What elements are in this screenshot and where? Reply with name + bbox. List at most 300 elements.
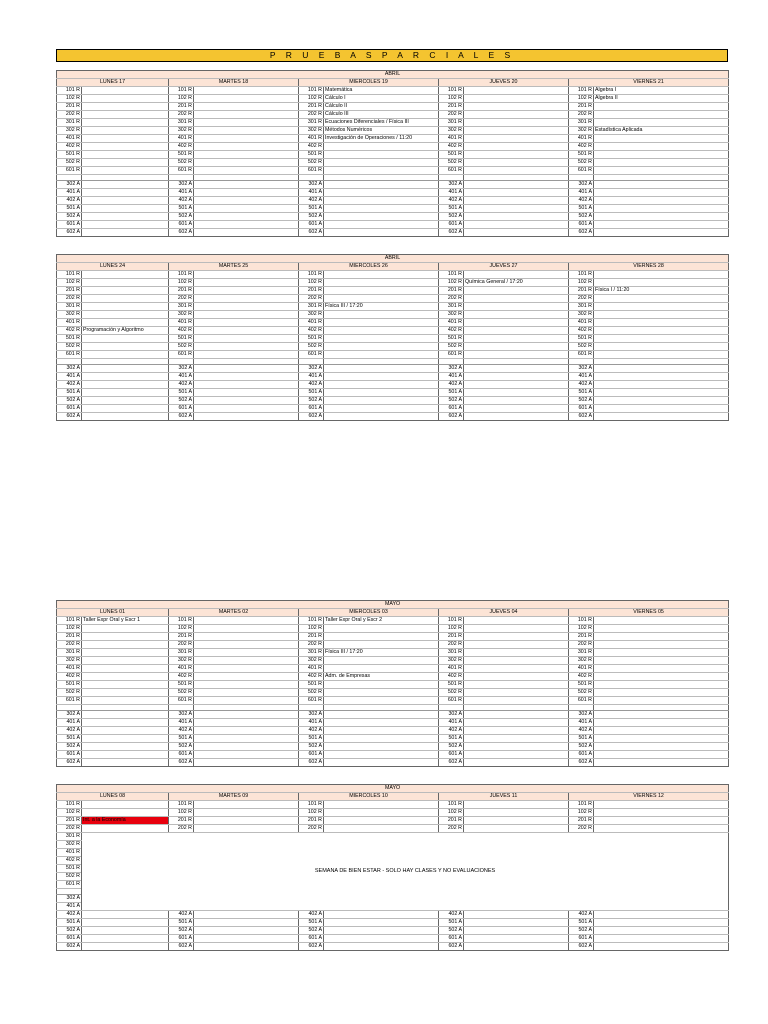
exam-subject <box>194 95 299 103</box>
day-header: MARTES 09 <box>169 793 299 801</box>
exam-subject <box>594 335 729 343</box>
course-code: 201 R <box>569 287 594 295</box>
exam-subject <box>82 641 169 649</box>
course-code: 101 R <box>299 271 324 279</box>
table-row <box>57 229 729 237</box>
course-code: 201 R <box>57 287 82 295</box>
exam-subject <box>194 689 299 697</box>
table-row <box>57 697 729 705</box>
exam-subject <box>194 817 299 825</box>
exam-subject <box>194 633 299 641</box>
course-code: 501 R <box>299 151 324 159</box>
exam-subject <box>324 935 439 943</box>
course-code: 402 A <box>169 911 194 919</box>
day-header: MIÉRCOLES 26 <box>299 263 439 271</box>
table-row <box>57 657 729 665</box>
day-header: MIÉRCOLES 03 <box>299 609 439 617</box>
table-row <box>57 197 729 205</box>
course-code: 201 R <box>439 287 464 295</box>
table-row <box>57 673 729 681</box>
exam-subject <box>464 743 569 751</box>
course-code: 602 A <box>57 413 82 421</box>
table-row <box>57 633 729 641</box>
exam-subject <box>464 735 569 743</box>
course-code: 202 R <box>299 825 324 833</box>
exam-subject <box>324 287 439 295</box>
course-code: 601 A <box>169 751 194 759</box>
exam-subject <box>594 625 729 633</box>
course-code: 202 R <box>169 111 194 119</box>
exam-subject <box>594 119 729 127</box>
course-code: 401 A <box>57 903 82 911</box>
exam-subject <box>82 633 169 641</box>
exam-subject <box>464 727 569 735</box>
exam-subject <box>324 625 439 633</box>
table-row <box>57 303 729 311</box>
course-code: 202 R <box>569 295 594 303</box>
course-code: 302 R <box>169 311 194 319</box>
exam-subject <box>194 111 299 119</box>
course-code: 202 R <box>439 825 464 833</box>
course-code: 202 R <box>439 641 464 649</box>
exam-subject <box>82 389 169 397</box>
exam-subject <box>194 189 299 197</box>
table-row <box>57 181 729 189</box>
table-row <box>57 681 729 689</box>
exam-subject <box>82 625 169 633</box>
course-code: 601 R <box>57 167 82 175</box>
exam-subject <box>464 119 569 127</box>
exam-subject <box>194 205 299 213</box>
course-code: 302 A <box>299 181 324 189</box>
exam-subject <box>324 381 439 389</box>
exam-subject <box>82 365 169 373</box>
day-header-row <box>57 79 729 87</box>
table-row <box>57 87 729 95</box>
course-code: 402 R <box>169 673 194 681</box>
course-code: 502 A <box>439 743 464 751</box>
month-header <box>57 71 729 79</box>
course-code: 401 A <box>439 719 464 727</box>
exam-subject <box>82 103 169 111</box>
course-code: 501 R <box>569 681 594 689</box>
exam-subject <box>464 809 569 817</box>
exam-subject: Matemática <box>324 87 439 95</box>
table-row <box>57 103 729 111</box>
exam-subject <box>464 335 569 343</box>
course-code: 402 R <box>57 143 82 151</box>
course-code: 101 R <box>57 271 82 279</box>
exam-subject <box>464 151 569 159</box>
exam-subject <box>464 759 569 767</box>
course-code: 501 A <box>569 735 594 743</box>
exam-subject <box>194 295 299 303</box>
course-code: 402 A <box>439 727 464 735</box>
course-code: 601 A <box>299 221 324 229</box>
exam-subject <box>194 167 299 175</box>
exam-subject <box>464 311 569 319</box>
table-row <box>57 665 729 673</box>
course-code: 201 R <box>169 817 194 825</box>
course-code: 302 A <box>299 711 324 719</box>
exam-subject <box>464 927 569 935</box>
exam-subject <box>324 735 439 743</box>
schedule-table-abril-24 <box>56 254 729 421</box>
exam-subject <box>82 911 169 919</box>
course-code: 102 R <box>299 279 324 287</box>
exam-subject <box>594 911 729 919</box>
table-row <box>57 111 729 119</box>
exam-subject <box>194 397 299 405</box>
exam-subject <box>82 143 169 151</box>
course-code: 101 R <box>169 617 194 625</box>
course-code: 102 R <box>57 625 82 633</box>
exam-subject <box>464 343 569 351</box>
table-row <box>57 319 729 327</box>
exam-subject <box>324 665 439 673</box>
exam-subject <box>594 205 729 213</box>
course-code: 102 R <box>57 95 82 103</box>
exam-subject <box>464 649 569 657</box>
exam-subject <box>594 295 729 303</box>
exam-subject <box>194 229 299 237</box>
exam-subject <box>594 935 729 943</box>
course-code: 401 R <box>299 319 324 327</box>
course-code: 502 A <box>569 213 594 221</box>
course-code: 502 A <box>299 743 324 751</box>
exam-subject <box>594 825 729 833</box>
course-code: 502 R <box>439 343 464 351</box>
day-header: LUNES 24 <box>57 263 169 271</box>
exam-subject <box>324 159 439 167</box>
exam-subject <box>594 135 729 143</box>
course-code: 102 R <box>439 279 464 287</box>
month-label: MAYO <box>57 785 729 793</box>
course-code: 102 R <box>569 95 594 103</box>
table-row <box>57 943 729 951</box>
course-code: 402 R <box>439 143 464 151</box>
course-code: 302 A <box>169 711 194 719</box>
exam-subject <box>194 681 299 689</box>
course-code: 301 R <box>169 119 194 127</box>
table-row <box>57 625 729 633</box>
exam-subject <box>594 681 729 689</box>
table-row <box>57 295 729 303</box>
course-code: 601 A <box>439 935 464 943</box>
exam-subject <box>194 381 299 389</box>
course-code: 102 R <box>169 625 194 633</box>
exam-subject <box>82 87 169 95</box>
exam-subject <box>594 373 729 381</box>
course-code: 401 A <box>299 373 324 381</box>
course-code: 501 R <box>169 151 194 159</box>
table-row <box>57 641 729 649</box>
exam-subject <box>82 287 169 295</box>
exam-subject <box>464 127 569 135</box>
course-code: 402 A <box>299 381 324 389</box>
exam-subject <box>82 159 169 167</box>
course-code: 502 R <box>169 159 194 167</box>
course-code: 602 A <box>569 413 594 421</box>
exam-subject <box>194 665 299 673</box>
course-code: 202 R <box>569 111 594 119</box>
exam-subject <box>594 221 729 229</box>
course-code: 502 A <box>169 927 194 935</box>
exam-subject <box>324 809 439 817</box>
exam-subject <box>324 189 439 197</box>
course-code: 301 R <box>569 303 594 311</box>
exam-subject <box>594 189 729 197</box>
day-header: MARTES 25 <box>169 263 299 271</box>
course-code: 102 R <box>57 279 82 287</box>
course-code: 401 R <box>299 135 324 143</box>
course-code: 501 A <box>169 205 194 213</box>
exam-subject <box>464 205 569 213</box>
exam-subject <box>464 689 569 697</box>
course-code: 402 A <box>299 197 324 205</box>
course-code: 302 R <box>299 127 324 135</box>
course-code: 601 A <box>169 221 194 229</box>
table-row <box>57 381 729 389</box>
exam-subject <box>194 311 299 319</box>
exam-subject <box>194 271 299 279</box>
course-code: 602 A <box>299 413 324 421</box>
exam-subject <box>594 743 729 751</box>
course-code: 402 R <box>569 673 594 681</box>
exam-subject <box>594 735 729 743</box>
course-code: 502 R <box>439 689 464 697</box>
page-title: P R U E B A S P A R C I A L E S <box>56 49 728 62</box>
exam-subject <box>194 825 299 833</box>
exam-subject <box>82 681 169 689</box>
table-row <box>57 287 729 295</box>
exam-subject <box>82 279 169 287</box>
course-code: 502 A <box>169 213 194 221</box>
exam-subject <box>194 911 299 919</box>
exam-subject <box>324 311 439 319</box>
course-code: 402 A <box>299 727 324 735</box>
course-code: 601 R <box>299 351 324 359</box>
exam-subject <box>464 751 569 759</box>
day-header-row <box>57 793 729 801</box>
exam-subject <box>464 221 569 229</box>
course-code: 202 R <box>169 295 194 303</box>
exam-subject <box>324 327 439 335</box>
day-header: VIERNES 21 <box>569 79 729 87</box>
course-code: 601 R <box>299 167 324 175</box>
course-code: 601 A <box>569 405 594 413</box>
exam-subject <box>194 103 299 111</box>
exam-subject <box>594 817 729 825</box>
course-code: 102 R <box>57 809 82 817</box>
course-code: 401 R <box>57 319 82 327</box>
exam-subject: Álgebra I <box>594 87 729 95</box>
course-code: 402 R <box>569 143 594 151</box>
course-code: 602 A <box>439 413 464 421</box>
exam-subject <box>464 801 569 809</box>
table-row <box>57 711 729 719</box>
course-code: 301 R <box>169 649 194 657</box>
course-code: 101 R <box>57 87 82 95</box>
exam-subject <box>594 665 729 673</box>
course-code: 502 A <box>569 397 594 405</box>
exam-subject <box>594 751 729 759</box>
course-code: 502 R <box>299 159 324 167</box>
course-code: 501 A <box>569 919 594 927</box>
day-header: MARTES 18 <box>169 79 299 87</box>
exam-subject <box>324 167 439 175</box>
exam-subject <box>194 743 299 751</box>
exam-subject <box>594 809 729 817</box>
table-row <box>57 221 729 229</box>
exam-subject <box>464 271 569 279</box>
exam-subject <box>324 205 439 213</box>
course-code: 602 A <box>299 229 324 237</box>
exam-subject <box>464 719 569 727</box>
exam-subject <box>82 935 169 943</box>
exam-subject <box>194 127 299 135</box>
course-code: 101 R <box>57 617 82 625</box>
course-code: 502 R <box>299 343 324 351</box>
exam-subject <box>324 689 439 697</box>
course-code: 601 R <box>57 351 82 359</box>
exam-subject <box>464 229 569 237</box>
day-header: MIÉRCOLES 10 <box>299 793 439 801</box>
month-header <box>57 785 729 793</box>
month-header <box>57 601 729 609</box>
exam-subject <box>82 665 169 673</box>
course-code: 602 A <box>439 229 464 237</box>
course-code: 402 A <box>169 197 194 205</box>
course-code: 302 A <box>299 365 324 373</box>
exam-subject <box>594 303 729 311</box>
exam-subject <box>194 135 299 143</box>
exam-subject <box>324 759 439 767</box>
course-code: 502 R <box>57 689 82 697</box>
exam-subject: Química General / 17:20 <box>464 279 569 287</box>
exam-subject <box>82 319 169 327</box>
course-code: 101 R <box>569 801 594 809</box>
course-code: 302 R <box>57 657 82 665</box>
exam-subject <box>324 751 439 759</box>
course-code: 401 A <box>169 373 194 381</box>
exam-subject <box>194 809 299 817</box>
course-code: 501 R <box>299 335 324 343</box>
exam-subject <box>82 303 169 311</box>
table-row <box>57 311 729 319</box>
exam-subject <box>194 697 299 705</box>
exam-subject <box>82 111 169 119</box>
table-row <box>57 167 729 175</box>
exam-subject <box>82 413 169 421</box>
course-code: 601 R <box>569 697 594 705</box>
exam-subject <box>82 927 169 935</box>
exam-subject: Álgebra II <box>594 95 729 103</box>
course-code: 502 A <box>569 743 594 751</box>
exam-subject <box>594 351 729 359</box>
day-header: LUNES 08 <box>57 793 169 801</box>
course-code: 402 A <box>57 197 82 205</box>
course-code: 602 A <box>169 759 194 767</box>
course-code: 501 A <box>169 919 194 927</box>
course-code: 202 R <box>439 111 464 119</box>
exam-subject: Métodos Numéricos <box>324 127 439 135</box>
course-code: 101 R <box>299 617 324 625</box>
course-code: 601 A <box>299 405 324 413</box>
course-code: 301 R <box>57 119 82 127</box>
course-code: 301 R <box>569 119 594 127</box>
course-code: 302 A <box>439 365 464 373</box>
exam-subject <box>194 625 299 633</box>
course-code: 401 A <box>57 373 82 381</box>
exam-subject <box>324 943 439 951</box>
exam-subject <box>594 801 729 809</box>
course-code: 501 R <box>57 681 82 689</box>
exam-subject <box>594 405 729 413</box>
day-header: MARTES 02 <box>169 609 299 617</box>
exam-subject <box>194 197 299 205</box>
exam-subject <box>324 213 439 221</box>
course-code: 402 R <box>299 143 324 151</box>
course-code: 401 R <box>57 135 82 143</box>
exam-subject <box>324 743 439 751</box>
table-row <box>57 151 729 159</box>
course-code: 501 A <box>439 735 464 743</box>
exam-subject <box>194 87 299 95</box>
course-code: 401 R <box>169 135 194 143</box>
exam-subject <box>324 229 439 237</box>
exam-subject <box>324 727 439 735</box>
course-code: 402 A <box>439 381 464 389</box>
exam-subject <box>82 801 169 809</box>
exam-subject <box>194 943 299 951</box>
day-header: VIERNES 05 <box>569 609 729 617</box>
course-code: 502 A <box>569 927 594 935</box>
exam-subject <box>594 727 729 735</box>
exam-subject <box>194 343 299 351</box>
course-code: 302 R <box>169 127 194 135</box>
table-row <box>57 825 729 833</box>
course-code: 202 R <box>57 825 82 833</box>
table-row <box>57 759 729 767</box>
day-header: LUNES 01 <box>57 609 169 617</box>
exam-subject <box>594 197 729 205</box>
exam-subject <box>324 697 439 705</box>
course-code: 402 R <box>57 327 82 335</box>
exam-subject <box>82 397 169 405</box>
exam-subject <box>82 135 169 143</box>
exam-subject <box>594 389 729 397</box>
course-code: 102 R <box>569 809 594 817</box>
course-code: 102 R <box>439 809 464 817</box>
course-code: 302 A <box>439 711 464 719</box>
course-code: 301 R <box>439 119 464 127</box>
exam-subject <box>194 657 299 665</box>
course-code: 501 A <box>57 205 82 213</box>
course-code: 501 A <box>439 205 464 213</box>
course-code: 401 A <box>57 189 82 197</box>
table-row <box>57 397 729 405</box>
day-header: JUEVES 27 <box>439 263 569 271</box>
course-code: 402 R <box>439 673 464 681</box>
exam-subject <box>594 271 729 279</box>
exam-subject <box>82 271 169 279</box>
course-code: 501 A <box>169 389 194 397</box>
exam-subject <box>464 327 569 335</box>
exam-subject <box>464 673 569 681</box>
course-code: 402 A <box>569 911 594 919</box>
exam-subject <box>464 697 569 705</box>
